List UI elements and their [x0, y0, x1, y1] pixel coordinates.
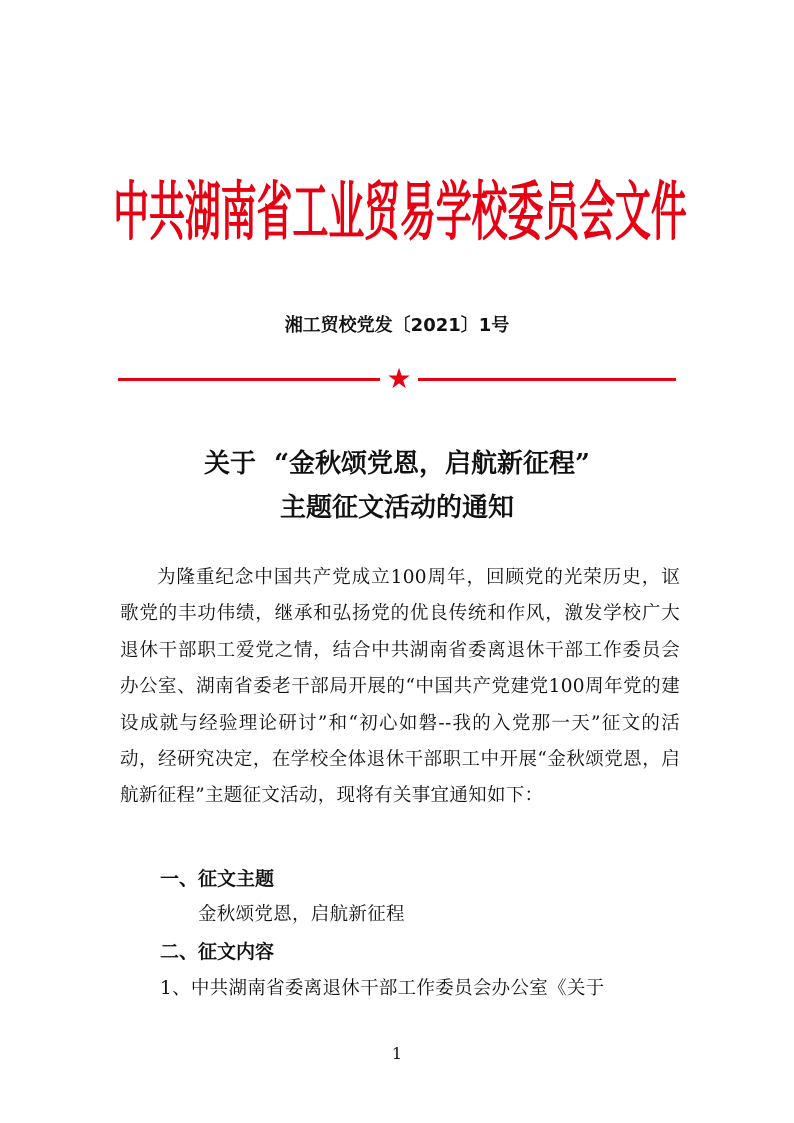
- section-heading-theme: 一、征文主题: [160, 868, 275, 890]
- separator-rule-left: [118, 378, 380, 381]
- notice-title-line-1: 关于 “金秋颂党恩，启航新征程”: [203, 449, 590, 479]
- section-theme-text: 金秋颂党恩，启航新征程: [198, 904, 405, 925]
- section-heading-content: 二、征文内容: [160, 941, 275, 963]
- document-masthead: 中共湖南省工业贸易学校委员会文件: [113, 176, 687, 250]
- red-separator: [118, 362, 676, 395]
- intro-paragraph: 为隆重纪念中国共产党成立100周年，回顾党的光荣历史，讴歌党的丰功伟绩，继承和弘扬党的优良传统和作风，激发学校广大退休干部职工爱党之情，结合中共湖南省委离退休干部工作委员会办公室、湖南省委老干部局开展的“中国共产党建党100周年党的建设成就与经验理论研讨”和“初心如磐--我的入党那一天”征文的活动，经研究决定，在学校全体退休干部职工中开展“金秋颂党恩，启航新征程”主题征文活动，现将有关事宜通知如下：: [120, 567, 680, 807]
- page-number: 1: [391, 1044, 403, 1063]
- star-icon: ★: [386, 362, 412, 395]
- document-number: 湘工贸校党发〔2021〕1号: [284, 315, 510, 336]
- section-content-item-1: 1、中共湖南省委离退休干部工作委员会办公室《关于: [160, 978, 605, 999]
- notice-title-line-2: 主题征文活动的通知: [279, 493, 514, 523]
- separator-rule-right: [418, 378, 676, 381]
